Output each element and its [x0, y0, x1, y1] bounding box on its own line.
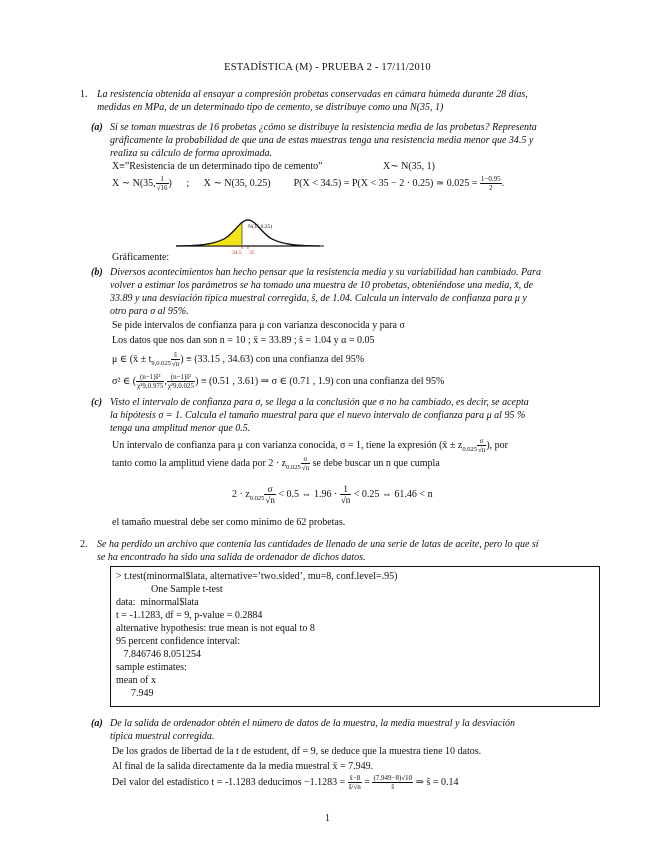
probability-calc: P(X < 34.5) = P(X < 35 − 2 · 0.25) ≃ 0.025 = [293, 177, 478, 189]
q1a-label: (a) [91, 122, 103, 133]
page-title: ESTADÍSTICA (M) - PRUEBA 2 - 17/11/2010 [224, 62, 431, 73]
eq-c: < 0.25 ⇔ 61.46 < n [353, 488, 433, 500]
q1b-mu-interval [112, 351, 364, 370]
z-subscript: 0.025 [249, 494, 265, 502]
t-subscript: 9,0.025 [151, 359, 171, 367]
r-output-line: t = -1.1283, df = 9, p-value = 0.2884 [116, 610, 263, 621]
q2-number: 2. [80, 539, 88, 550]
q1c-answer-line-1 [112, 437, 508, 456]
fraction-s-over-sqrtn [171, 351, 180, 368]
q1a-distribution-x: X∼ N(35, 1) [383, 161, 435, 172]
q1-intro-line-1: La resistencia obtenida al ensayar a compresión probetas conservadas en cámara húmeda durante 28 días, [97, 89, 528, 100]
r-output-line: alternative hypothesis: true mean is not equal to 8 [116, 623, 315, 634]
q1b-question-line-3: 33.89 y una desviación típica muestral corregida, ŝ, de 1.04. Calcula un intervalo de confianza para μ y [110, 293, 527, 304]
mu-interval-a: μ ∈ (x̄ ± t [112, 353, 152, 365]
q1a-mean-distribution-line [112, 175, 504, 192]
fraction-sigma-over-sqrtn [477, 437, 486, 454]
equals: = [364, 776, 370, 788]
fraction-sigma-over-sqrtn [264, 484, 275, 505]
frac-num: 1−0.95 [480, 175, 501, 183]
q1b-question-line-4: otro para σ al 95%. [110, 306, 189, 317]
q1c-answer-line-3: el tamaño muestral debe ser como mínimo de 62 probetas. [112, 517, 346, 528]
q1c-answer-line-2 [112, 455, 440, 474]
frac-num: (7.949−8)√10 [373, 774, 413, 782]
sigma-interval-a: σ² ∈ ( [112, 375, 137, 387]
r-output-line: mean of x [116, 675, 156, 686]
fraction-1-over-sqrtn [340, 484, 351, 505]
q1b-label: (b) [91, 267, 103, 278]
frac-num: 1 [156, 175, 169, 184]
q1a-question-line-1: Si se toman muestras de 16 probetas ¿cómo se distribuye la resistencia media de las probetas? Representa [110, 122, 537, 133]
q1-intro-line-2: medidas en MPa, de un determinado tipo de cemento, se distribuye como una N(35, 1) [97, 102, 444, 113]
q2a-answer-line-3 [112, 774, 459, 791]
fraction-chi-1 [136, 373, 164, 390]
q2a-label: (a) [91, 718, 103, 729]
curve-label: N(35,0.25) [248, 224, 273, 230]
r-output-line: 7.949 [116, 688, 154, 699]
q1b-answer-line-2: Los datos que nos dan son n = 10 ; x̄ = 33.89 ; ŝ = 1.04 y α = 0.05 [112, 335, 375, 346]
frac-den: √n [301, 464, 310, 472]
frac-den: √n [171, 360, 180, 368]
q1a-definition-x: X≡”Resistencia de un determinado tipo de cemento” [112, 161, 323, 172]
answer-3-a: Del valor del estadístico t = -1.1283 deducimos −1.1283 = [112, 776, 346, 788]
answer-3-b: ⇒ ŝ = 0.14 [415, 776, 459, 788]
q1b-question-line-2: volver a estimar los parámetros se ha tomado una muestra de 10 probetas, obteniéndose una media, x̄, de [110, 280, 534, 291]
r-output-line: data: minormal$lata [116, 597, 199, 608]
q1-number: 1. [80, 89, 88, 100]
q1b-answer-line-1: Se pide intervalos de confianza para μ con varianza desconocida y para σ [112, 320, 405, 331]
frac-den: ŝ [391, 783, 395, 791]
q1b-sigma-interval [112, 373, 444, 390]
q1a-question-line-3: realiza su cálculo de forma aproximada. [110, 148, 273, 159]
frac-den: χ²9,0.025 [167, 382, 195, 390]
q2-intro-line-2: se ha encontrado ha sido una salida de ordenador de dichos datos. [97, 552, 366, 563]
frac-den: √16 [156, 184, 168, 192]
frac-den: √n [340, 495, 351, 505]
frac-num: 1 [340, 484, 351, 495]
r-output-line: sample estimates: [116, 662, 187, 673]
eq-a: 2 · z [232, 488, 250, 500]
comma: , [164, 375, 167, 387]
page-number: 1 [325, 813, 330, 824]
normal-curve-graph [176, 212, 326, 260]
q1c-equation [232, 484, 433, 505]
eq-b: < 0.5 ⇔ 1.96 · [278, 488, 338, 500]
frac-den: √n [265, 495, 275, 505]
r-output-line: 95 percent confidence interval: [116, 636, 241, 647]
r-output-line: > t.test(minormal$lata, alternative=’two.sided’, mu=8, conf.level=.95) [116, 571, 398, 582]
answer-1-b: ), por [486, 439, 508, 451]
frac-den: ŝ/√n [348, 783, 361, 791]
q2a-question-line-2: típica muestral corregida. [110, 731, 215, 742]
q2-intro-line-1: Se ha perdido un archivo que contenía las cantidades de llenado de una serie de latas de aceite, pero lo que sí [97, 539, 539, 550]
frac-num: σ [301, 455, 310, 464]
r-output-line: 7.846746 8.051254 [116, 649, 201, 660]
r-output-line: One Sample t-test [116, 584, 223, 595]
z-subscript: 0.025 [462, 445, 477, 453]
frac-num: x̄−8 [349, 774, 361, 782]
graph-label: Gráficamente: [112, 252, 170, 263]
q2a-answer-line-1: De los grados de libertad de la t de estudent, df = 9, se deduce que la muestra tiene 10 datos. [112, 746, 482, 757]
shaded-area [176, 222, 242, 246]
sigma-interval-b: ) ≡ (0.51 , 3.61) ⇒ σ ∈ (0.71 , 1.9) con una confianza del 95% [195, 375, 445, 387]
mu-interval-b: ) ≡ (33.15 , 34.63) con una confianza del 95% [180, 353, 365, 365]
answer-2-b: se debe buscar un n que cumpla [312, 457, 440, 469]
frac-num: σ [477, 437, 486, 446]
frac-num: (n−1)ŝ² [167, 373, 195, 382]
q2a-answer-line-2: Al final de la salida directamente da la media muestral x̄ = 7.949. [112, 761, 374, 772]
q1a-question-line-2: gráficamente la probabilidad de que una de estas muestras tenga una resistencia media menor que 34.5 y [110, 135, 534, 146]
tick-label-34-5: 34.5 [232, 250, 242, 256]
q1c-question-line-1: Visto el intervalo de confianza para σ, se llega a la conclusión que σ no ha cambiado, es decir, se acepta [110, 397, 529, 408]
xbar-dist-2: X ∼ N(35, 0.25) [203, 177, 271, 189]
frac-den: √n [477, 446, 486, 454]
separator: ; [186, 177, 190, 189]
tick-label-35: 35 [249, 250, 255, 256]
frac-num: ŝ [171, 351, 180, 360]
fraction-t-stat [348, 774, 362, 791]
q1c-question-line-3: tenga una amplitud menor que 0.5. [110, 423, 251, 434]
q1b-question-line-1: Diversos acontecimientos han hecho pensar que la resistencia media y su variabilidad han cambiado. Para [110, 267, 541, 278]
frac-num: (n−1)ŝ² [136, 373, 164, 382]
fraction-chi-2 [167, 373, 195, 390]
answer-2-a: tanto como la amplitud viene dada por 2 · z [112, 457, 287, 469]
fraction-sigma-over-sqrtn [301, 455, 310, 472]
q1c-label: (c) [91, 397, 103, 408]
xbar-dist-b: ) [168, 177, 172, 189]
frac-num: σ [264, 484, 275, 495]
frac-den: 2 [489, 184, 493, 192]
xbar-dist-a: X ∼ N(35, [112, 177, 156, 189]
answer-1-a: Un intervalo de confianza para μ con varianza conocida, σ = 1, tiene la expresión (x̄ ± z [112, 439, 463, 451]
fraction-1-over-sqrt16 [156, 175, 169, 192]
fraction-1-minus-095-over-2 [480, 175, 502, 192]
z-subscript: 0.025 [286, 463, 301, 471]
q2a-question-line-1: De la salida de ordenador obtén el número de datos de la muestra, la media muestral y la desviación [110, 718, 516, 729]
frac-den: χ²9,0.975 [137, 382, 164, 390]
probability-end: . [501, 177, 505, 189]
q1c-question-line-2: la hipótesis σ = 1. Calcula el tamaño muestral para que el nuevo intervalo de confianza para μ al 95 % [110, 410, 526, 421]
fraction-t-stat-values [372, 774, 413, 791]
